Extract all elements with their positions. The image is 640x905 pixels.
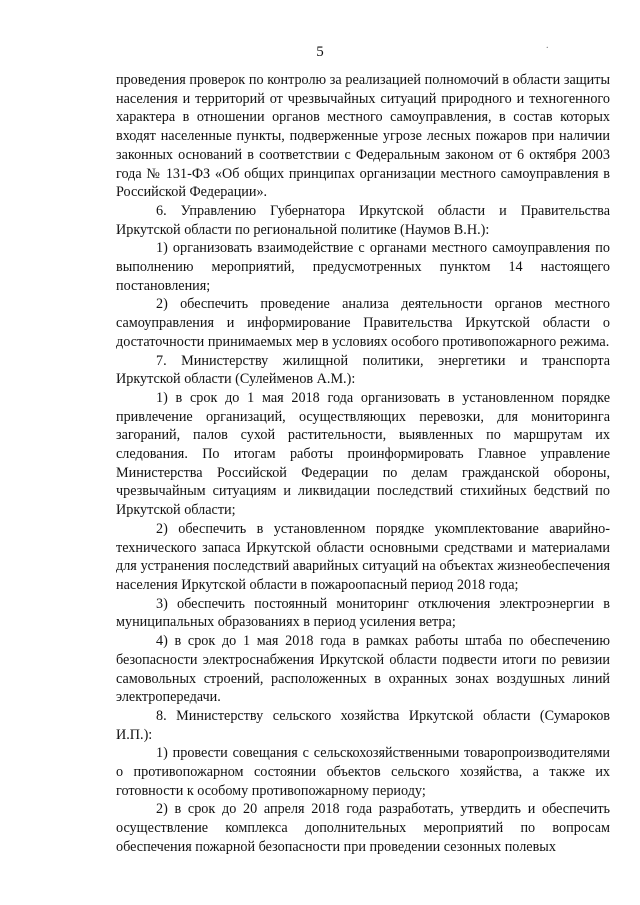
paragraph-item-8-2: 2) в срок до 20 апреля 2018 года разработать, утвердить и обеспечить осуществление комплекса дополнительных мероприятий по вопросам обеспечения пожарной безопасности при проведении сезонных полевых bbox=[116, 801, 610, 855]
document-body bbox=[116, 71, 610, 857]
paragraph-item-8-1: 1) провести совещания с сельскохозяйственными товаропроизводителями о противопожарном состоянии объектов сельского хозяйства, а также их готовности к особому противопожарному периоду; bbox=[116, 745, 610, 799]
paragraph-item-6-2: 2) обеспечить проведение анализа деятельности органов местного самоуправления и информирование Правительства Иркутской области о достаточности принимаемых мер в условиях особого противопожарного режима. bbox=[116, 296, 610, 350]
paragraph-item-6: 6. Управлению Губернатора Иркутской области и Правительства Иркутской области по региональной политике (Наумов В.Н.): bbox=[116, 202, 610, 238]
paragraph-item-7-1: 1) в срок до 1 мая 2018 года организовать в установленном порядке привлечение организаций, осуществляющих перевозки, для мониторинга загораний, палов сухой растительности, выявленных по маршрутам их следования. По итогам работы проинформировать Главное управление Министерства Российской Федерации по делам гражданской обороны, чрезвычайным ситуациям и ликвидации последствий стихийных бедствий по Иркутской области; bbox=[116, 389, 610, 519]
paragraph-item-7-4: 4) в срок до 1 мая 2018 года в рамках работы штаба по обеспечению безопасности электроснабжения Иркутской области подвести итоги по ревизии самовольных строений, расположенных в охранных зонах воздушных линий электропередачи. bbox=[116, 633, 610, 706]
paragraph-item-7-2: 2) обеспечить в установленном порядке укомплектование аварийно-технического запаса Иркутской области основными средствами и материалами для устранения последствий аварийных ситуаций на объектах жизнеобеспечения населения Иркутской области в пожароопасный период 2018 года; bbox=[116, 520, 610, 593]
paragraph-item-8: 8. Министерству сельского хозяйства Иркутской области (Сумароков И.П.): bbox=[116, 707, 610, 743]
page-marker: . bbox=[546, 40, 549, 51]
paragraph-item-6-1: 1) организовать взаимодействие с органами местного самоуправления по выполнению мероприятий, предусмотренных пунктом 14 настоящего постановления; bbox=[116, 240, 610, 294]
paragraph-item-7-3: 3) обеспечить постоянный мониторинг отключения электроэнергии в муниципальных образованиях в период усиления ветра; bbox=[116, 595, 610, 631]
paragraph-continuation: проведения проверок по контролю за реализацией полномочий в области защиты населения и территорий от чрезвычайных ситуаций природного и техногенного характера в отношении органов местного самоуправления, в состав которых входят населенные пункты, подверженные угрозе лесных пожаров при наличии законных оснований в соответствии с Федеральным законом от 6 октября 2003 года № 131-ФЗ «Об общих принципах организации местного самоуправления в Российской Федерации». bbox=[116, 72, 610, 201]
page-number: 5 bbox=[316, 44, 324, 60]
paragraph-item-7: 7. Министерству жилищной политики, энергетики и транспорта Иркутской области (Сулейменов А.М.): bbox=[116, 352, 610, 388]
